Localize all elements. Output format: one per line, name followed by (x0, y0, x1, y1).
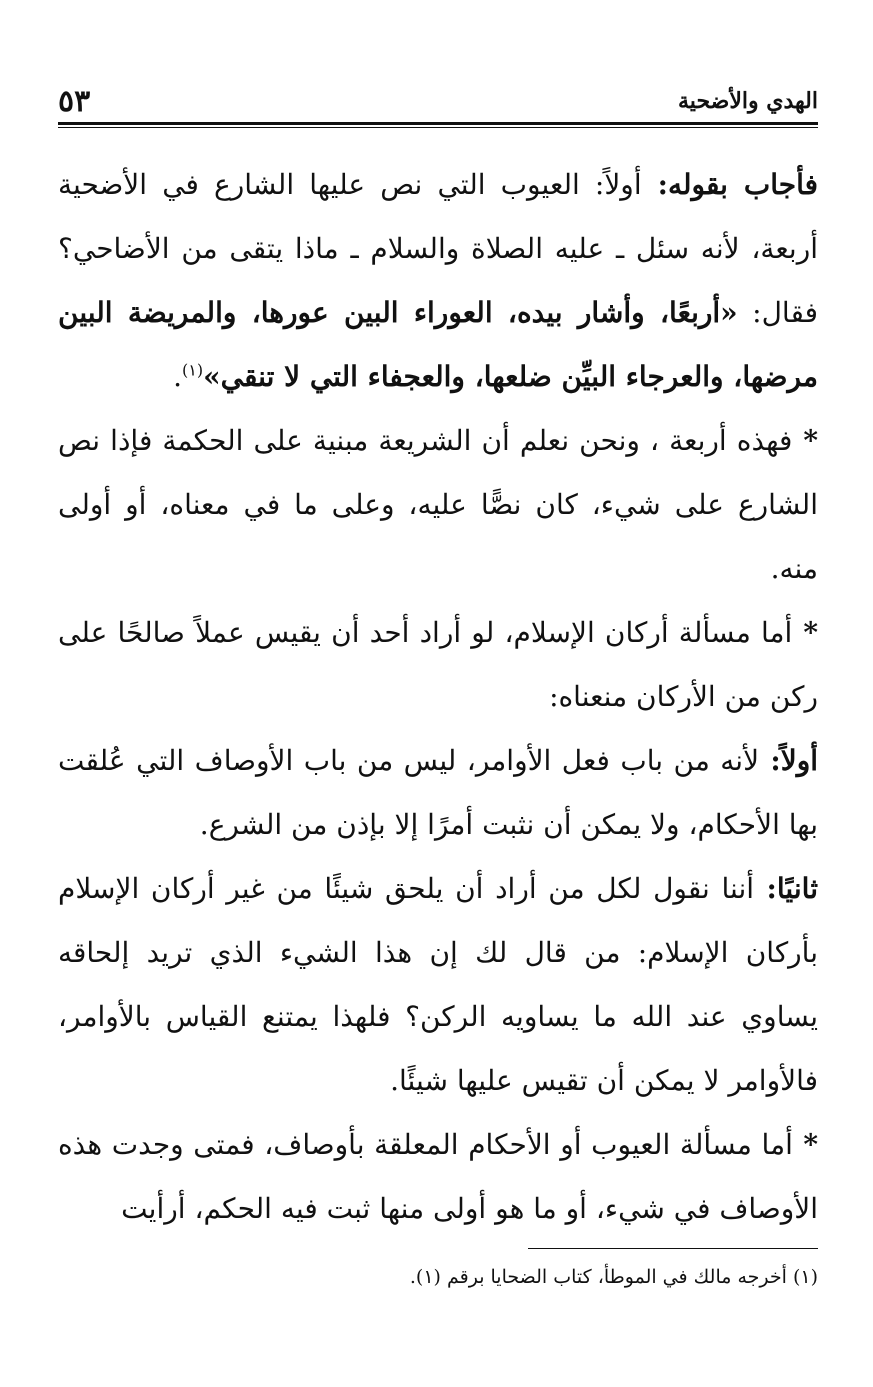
paragraph-5 (58, 857, 818, 1113)
paragraph-3 (58, 601, 818, 729)
paragraph-lead: ثانيًا: (754, 872, 818, 905)
header-rule-thin (58, 127, 818, 128)
page-number: ٥٣ (58, 84, 91, 119)
bullet-star: * (792, 424, 819, 457)
paragraph-4 (58, 729, 818, 857)
paragraph-text: أما مسألة العيوب أو الأحكام المعلقة بأوصاف، فمتى وجدت هذه الأوصاف في شيء، أو ما هو أولى منها ثبت فيه الحكم، أرأيت (58, 1128, 818, 1225)
paragraph-6 (58, 1113, 818, 1241)
book-title: الهدي والأضحية (678, 88, 818, 114)
bullet-star: * (792, 1128, 818, 1161)
running-header (58, 84, 818, 122)
paragraph-text: أننا نقول لكل من أراد أن يلحق شيئًا من غير أركان الإسلام بأركان الإسلام: من قال لك إن هذا الشيء الذي تريد إلحاقه يساوي عند الله ما يساويه الركن؟ فلهذا يمتنع القياس بالأوامر، فالأوامر لا يمكن أن تقيس عليها شيئًا. (58, 872, 818, 1097)
paragraph-text: لأنه من باب فعل الأوامر، ليس من باب الأوصاف التي عُلقت بها الأحكام، ولا يمكن أن نثبت أمرًا إلا بإذن من الشرع. (58, 744, 818, 841)
footnote-text: أخرجه مالك في الموطأ، كتاب الضحايا برقم (١). (409, 1266, 787, 1288)
footnote-number: (١) (792, 1266, 818, 1288)
footnote (58, 1262, 818, 1292)
header-rule (58, 122, 818, 125)
paragraph-end: . (173, 360, 183, 393)
paragraph-text: أولاً: العيوب التي نص عليها الشارع في الأضحية أربعة، لأنه سئل ـ عليه الصلاة والسلام ـ ماذا يتقى من الأضاحي؟ فقال: (58, 168, 818, 329)
paragraph-text: أما مسألة أركان الإسلام، لو أراد أحد أن يقيس عملاً صالحًا على ركن من الأركان منعناه: (58, 616, 818, 713)
bullet-star: * (792, 616, 818, 649)
paragraph-2 (58, 409, 818, 601)
paragraph-text: فهذه أربعة ، ونحن نعلم أن الشريعة مبنية على الحكمة فإذا نص الشارع على شيء، كان نصًّا عليه، وعلى ما في معناه، أو أولى منه. (58, 424, 818, 585)
footnote-reference[interactable]: (١) (182, 360, 204, 380)
paragraph-1 (58, 153, 818, 409)
footnote-rule (528, 1248, 818, 1249)
paragraph-lead: أولاً: (759, 744, 818, 777)
paragraph-lead: فأجاب بقوله: (641, 168, 819, 201)
main-text (58, 153, 818, 1241)
hadith-quote: «أربعًا، وأشار بيده، العوراء البين عورها، والمريضة البين مرضها، والعرجاء البيِّن ضلعها، والعجفاء التي لا تنقي» (58, 296, 818, 393)
